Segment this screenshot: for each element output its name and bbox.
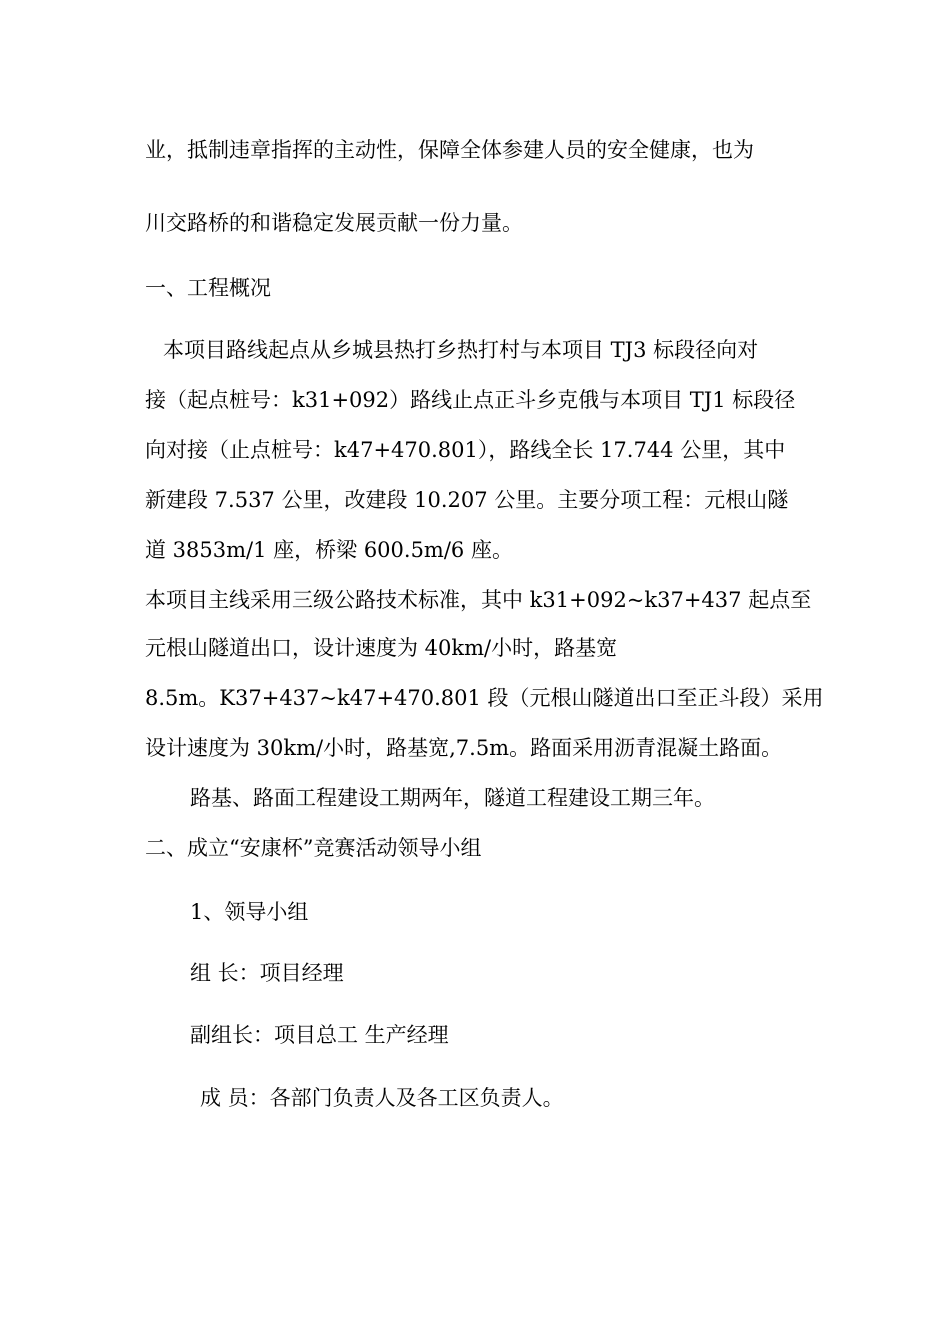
section-heading-overview: 一、工程概况	[145, 276, 271, 300]
paragraph-line: 新建段 7.537 公里，改建段 10.207 公里。主要分项工程：元根山隧	[145, 488, 789, 512]
paragraph-line: 接（起点桩号：k31+092）路线止点正斗乡克俄与本项目 TJ1 标段径	[145, 388, 796, 412]
subsection-heading: 1、领导小组	[190, 900, 309, 924]
members-entry: 成 员：各部门负责人及各工区负责人。	[200, 1086, 564, 1110]
paragraph-line: 本项目主线采用三级公路技术标准，其中 k31+092~k37+437 起点至	[145, 588, 812, 612]
paragraph-line: 本项目路线起点从乡城县热打乡热打村与本项目 TJ3 标段径向对	[163, 338, 759, 362]
paragraph-line: 8.5m。K37+437~k47+470.801 段（元根山隧道出口至正斗段）采用	[145, 686, 824, 710]
paragraph-line: 向对接（止点桩号：k47+470.801），路线全长 17.744 公里，其中	[145, 438, 786, 462]
paragraph-line: 川交路桥的和谐稳定发展贡献一份力量。	[145, 211, 523, 235]
paragraph-line: 业，抵制违章指挥的主动性，保障全体参建人员的安全健康，也为	[145, 138, 754, 162]
section-heading-leadership: 二、成立“安康杯”竞赛活动领导小组	[145, 836, 482, 860]
paragraph-line: 元根山隧道出口，设计速度为 40km/小时，路基宽	[145, 636, 618, 660]
leader-entry: 组 长：项目经理	[190, 961, 344, 985]
paragraph-line: 道 3853m/1 座，桥梁 600.5m/6 座。	[145, 538, 513, 562]
deputy-leader-entry: 副组长：项目总工 生产经理	[190, 1023, 449, 1047]
paragraph-line: 设计速度为 30km/小时，路基宽,7.5m。路面采用沥青混凝土路面。	[145, 736, 783, 760]
paragraph-line: 路基、路面工程建设工期两年，隧道工程建设工期三年。	[190, 786, 715, 810]
